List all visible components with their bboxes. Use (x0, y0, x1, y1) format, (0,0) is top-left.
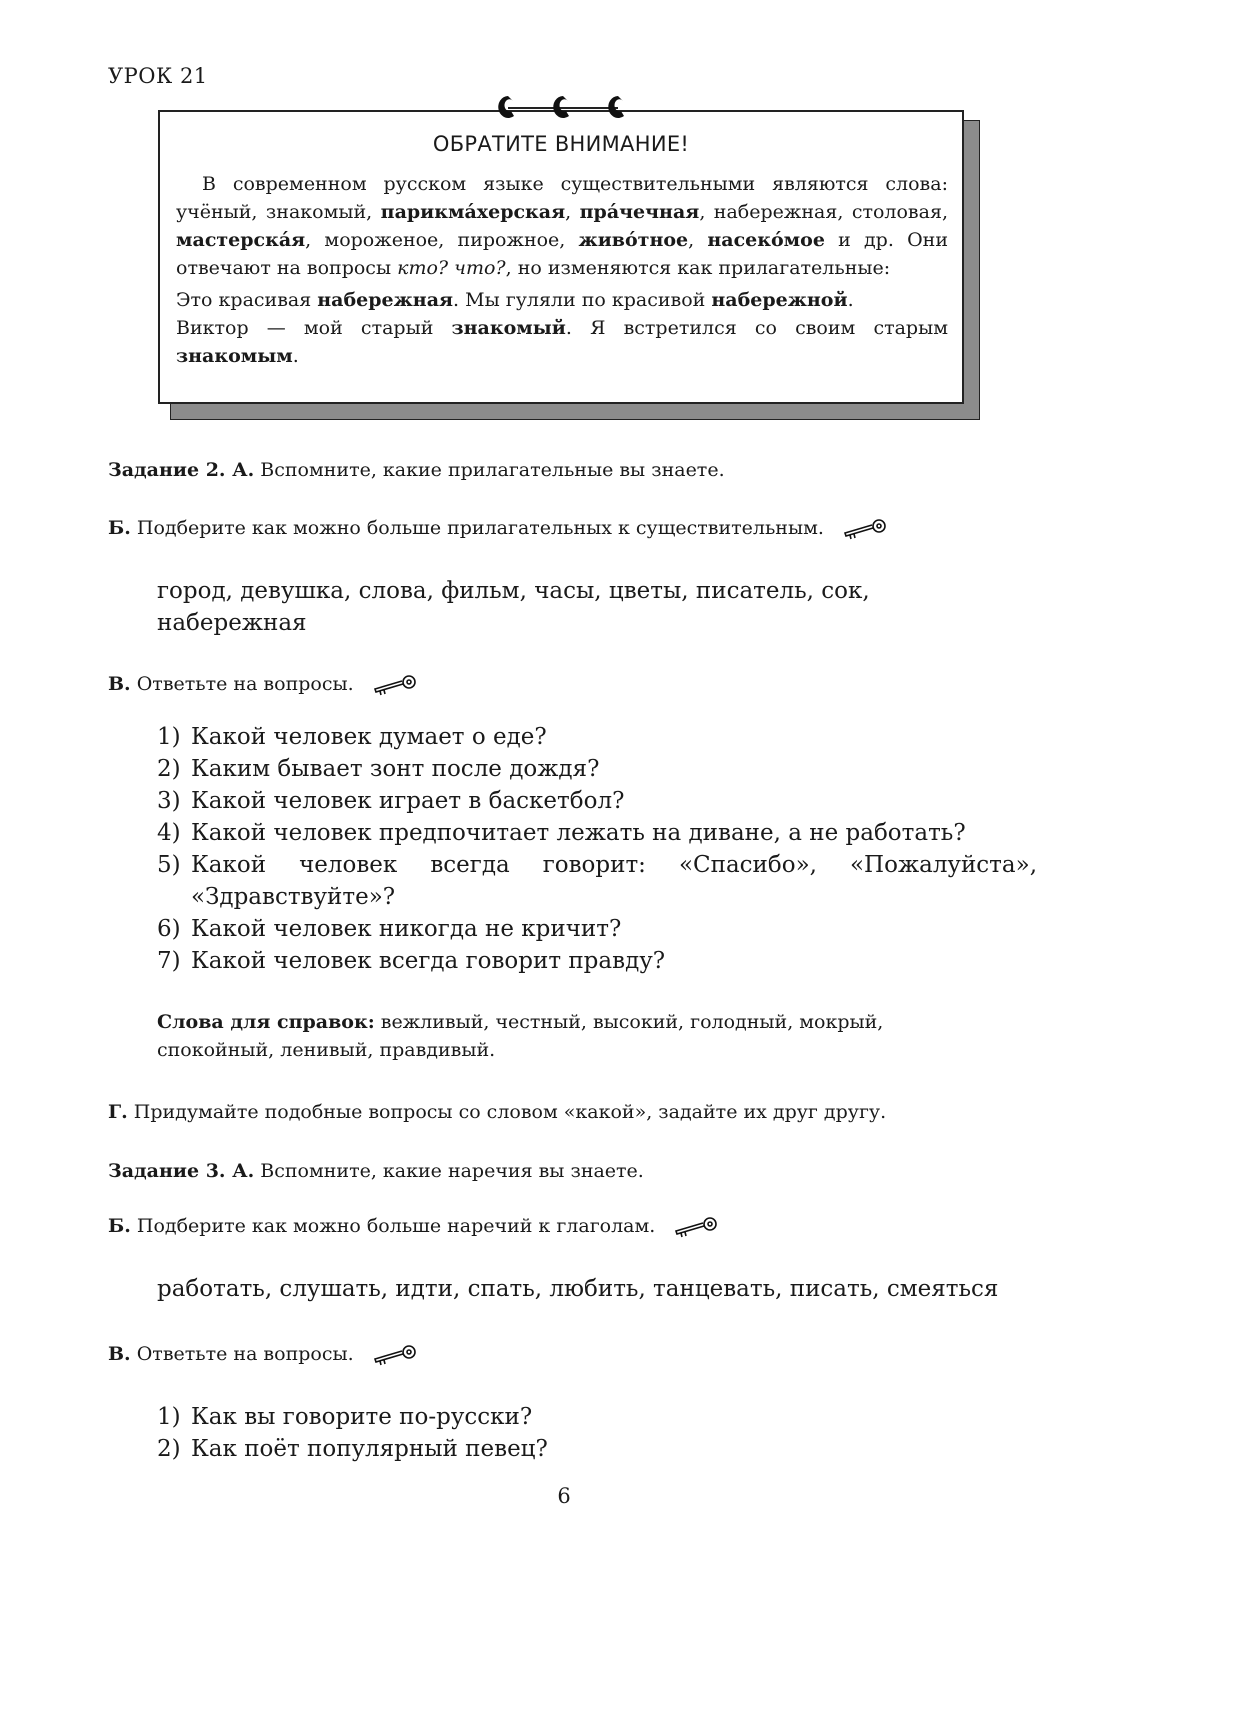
key-icon (842, 518, 888, 540)
question-text: Какой человек предпочитает лежать на диване, а не работать? (191, 820, 966, 846)
question-item (157, 817, 1037, 849)
notice-example-2 (176, 314, 948, 370)
text-run: мастерска́я (176, 229, 306, 251)
task2-b (108, 514, 888, 542)
text-run: пра́чечная (579, 201, 700, 223)
page-number: 6 (557, 1484, 571, 1508)
text-run: . (847, 289, 854, 311)
task2-questions (157, 721, 1037, 977)
task2-b-text: Подберите как можно больше прилагательных к существительным. (130, 517, 824, 539)
text-run: и др. Они отвечают на вопросы (176, 229, 948, 279)
question-number: 2) (157, 1436, 181, 1462)
question-item (157, 945, 1037, 977)
text-run: . Мы гуляли по красивой (453, 289, 712, 311)
task2-hint (157, 1008, 957, 1064)
question-text: Какой человек всегда говорит: «Спасибо», «Пожалуйста», «Здравствуйте»? (191, 852, 1037, 910)
question-number: 4) (157, 820, 181, 846)
question-item (157, 913, 1037, 945)
question-item (157, 721, 1037, 753)
notice-example-1 (176, 286, 948, 314)
key-icon (372, 674, 418, 696)
task2-v-label: В. (108, 673, 131, 695)
notice-body (176, 170, 948, 370)
question-item (157, 785, 1037, 817)
text-run: знакомый (451, 317, 566, 339)
task3-a-label: Задание 3. А. (108, 1160, 255, 1182)
text-run: живо́тное (578, 229, 689, 251)
text-run: , набережная, столовая, (699, 201, 948, 223)
key-icon (372, 1344, 418, 1366)
question-number: 6) (157, 916, 181, 942)
text-run: Это красивая (176, 289, 318, 311)
text-run: знакомым (176, 345, 293, 367)
text-run: В современном русском языке существительными являются слова: учёный, знакомый, (176, 173, 948, 223)
text-run: насеко́мое (707, 229, 825, 251)
task3-b (108, 1212, 719, 1240)
task2-a-text: Вспомните, какие прилагательные вы знаете. (254, 459, 725, 481)
question-text: Как вы говорите по-русски? (191, 1404, 533, 1430)
task3-v-text: Ответьте на вопросы. (130, 1343, 354, 1365)
question-text: Какой человек никогда не кричит? (191, 916, 622, 942)
task3-questions (157, 1401, 1037, 1465)
task2-b-words: город, девушка, слова, фильм, часы, цветы, писатель, сок, набережная (157, 578, 870, 636)
task3-a (108, 1157, 644, 1185)
question-number: 1) (157, 1404, 181, 1430)
task2-g-text: Придумайте подобные вопросы со словом «какой», задайте их друг другу. (127, 1101, 887, 1123)
notice-intro (176, 170, 948, 282)
question-item (157, 753, 1037, 785)
text-run: , мороженое, пирожное, (305, 229, 579, 251)
task2-hint-text: вежливый, честный, высокий, голодный, мокрый, спокойный, ленивый, правдивый. (157, 1011, 884, 1061)
question-text: Каким бывает зонт после дождя? (191, 756, 600, 782)
task3-v (108, 1340, 418, 1368)
task3-a-text: Вспомните, какие наречия вы знаете. (254, 1160, 644, 1182)
text-run: , но изменяются как прилагательные: (505, 257, 891, 279)
question-text: Какой человек всегда говорит правду? (191, 948, 666, 974)
question-number: 7) (157, 948, 181, 974)
question-item (157, 1433, 1037, 1465)
text-run: набережной (711, 289, 848, 311)
task3-b-words: работать, слушать, идти, спать, любить, танцевать, писать, смеяться (157, 1276, 999, 1302)
question-number: 2) (157, 756, 181, 782)
task2-v-text: Ответьте на вопросы. (130, 673, 354, 695)
question-number: 3) (157, 788, 181, 814)
task2-a (108, 456, 725, 484)
task2-g (108, 1098, 886, 1126)
question-number: 1) (157, 724, 181, 750)
question-item (157, 1401, 1037, 1433)
task3-v-label: В. (108, 1343, 131, 1365)
text-run: Виктор — мой старый (176, 317, 452, 339)
task2-a-label: Задание 2. А. (108, 459, 255, 481)
binder-rings-icon (478, 88, 648, 128)
text-run: , (565, 201, 580, 223)
task3-b-label: Б. (108, 1215, 131, 1237)
task2-hint-label: Слова для справок: (157, 1011, 375, 1033)
text-run: , (688, 229, 708, 251)
text-run: набережная (317, 289, 454, 311)
text-run: кто? что? (397, 257, 506, 279)
question-item (157, 849, 1037, 913)
notice-title: ОБРАТИТЕ ВНИМАНИЕ! (432, 132, 690, 156)
task2-b-label: Б. (108, 517, 131, 539)
question-number: 5) (157, 852, 181, 878)
task2-v (108, 670, 418, 698)
question-text: Какой человек думает о еде? (191, 724, 547, 750)
task2-g-label: Г. (108, 1101, 128, 1123)
text-run: . (292, 345, 299, 367)
text-run: парикма́херская (380, 201, 566, 223)
question-text: Как поёт популярный певец? (191, 1436, 548, 1462)
task3-b-text: Подберите как можно больше наречий к глаголам. (130, 1215, 656, 1237)
key-icon (673, 1216, 719, 1238)
question-text: Какой человек играет в баскетбол? (191, 788, 625, 814)
text-run: . Я встретился со своим старым (565, 317, 948, 339)
lesson-label: УРОК 21 (108, 64, 208, 88)
